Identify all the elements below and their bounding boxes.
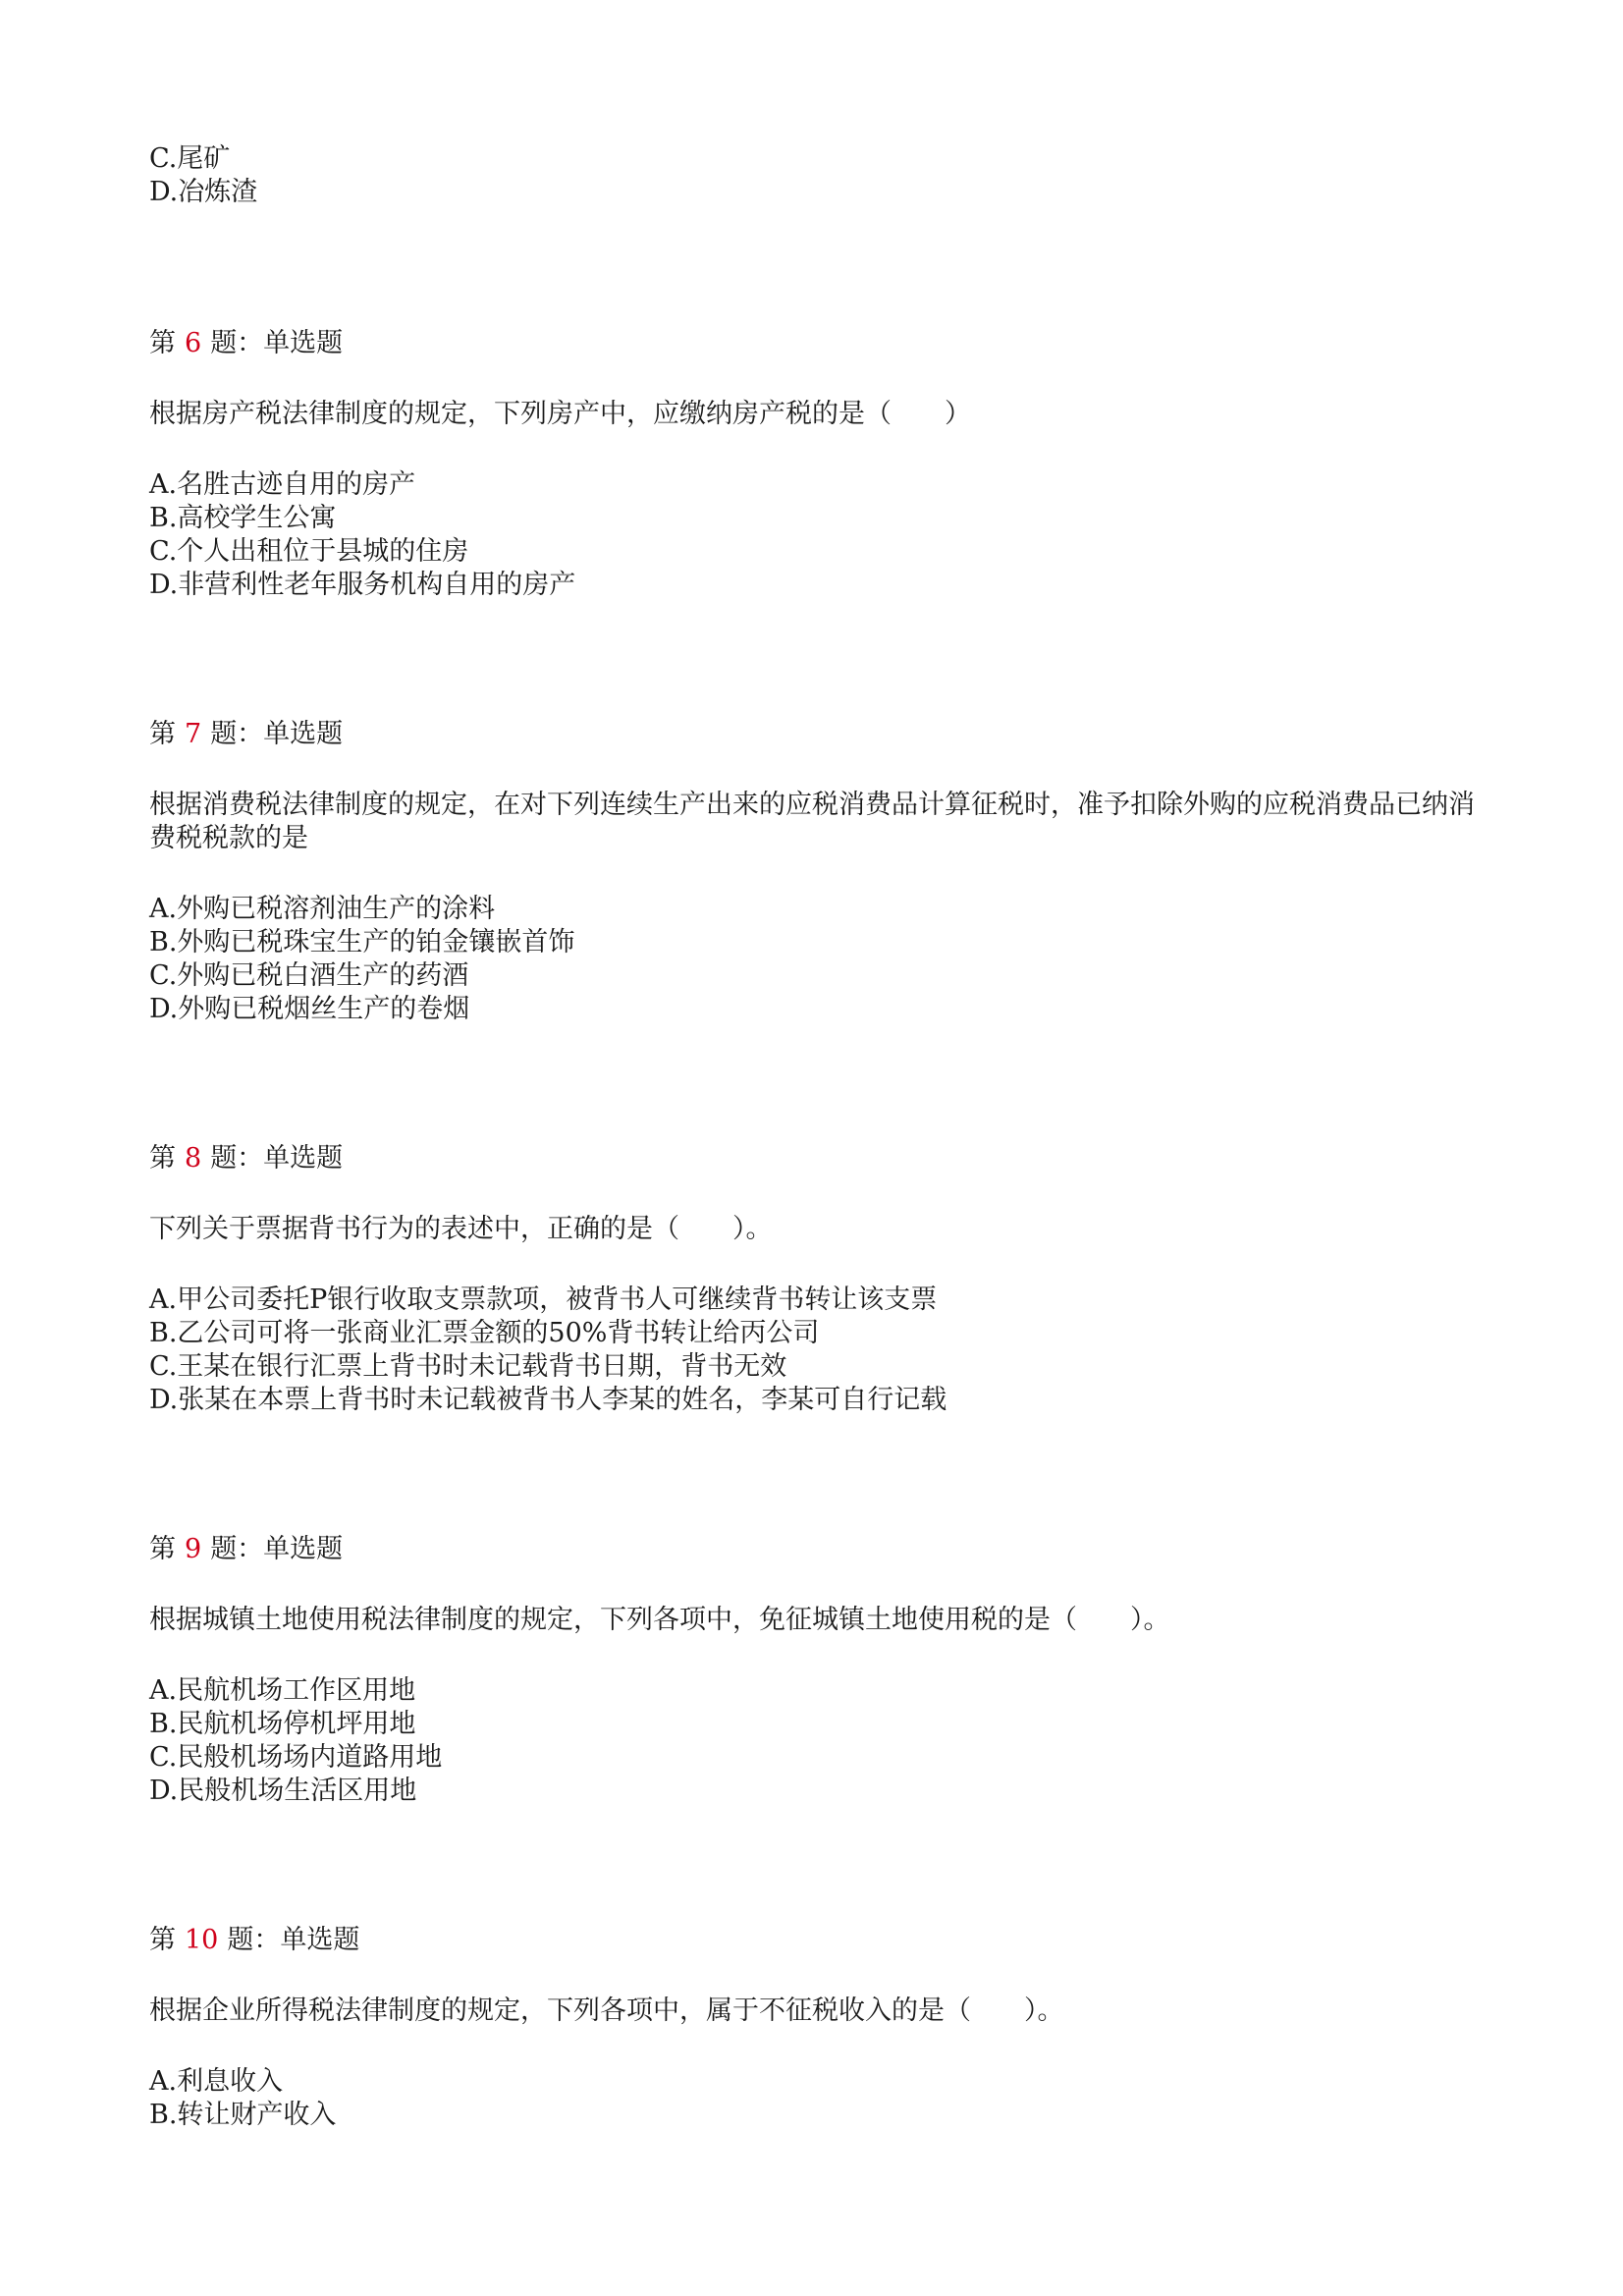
question-type: 题：单选题 xyxy=(210,1143,344,1174)
question-prefix: 第 xyxy=(149,1534,176,1564)
question-number: 7 xyxy=(185,719,202,749)
question-number: 8 xyxy=(185,1143,202,1174)
option-a: A.甲公司委托P银行收取支票款项，被背书人可继续背书转让该支票 xyxy=(149,1285,938,1315)
question-stem: 根据房产税法律制度的规定，下列房产中，应缴纳房产税的是（ ） xyxy=(149,399,971,429)
question-options xyxy=(149,1284,1485,1417)
question-options xyxy=(149,468,1485,602)
question-stem: 根据企业所得税法律制度的规定，下列各项中，属于不征税收入的是（ ）。 xyxy=(149,1995,1064,2026)
option-b: B.高校学生公寓 xyxy=(149,503,337,533)
document-page xyxy=(149,142,1504,2130)
option-d: D.民般机场生活区用地 xyxy=(149,1776,417,1806)
option-b: B.民航机场停机坪用地 xyxy=(149,1709,416,1739)
question-header xyxy=(149,1142,1485,1175)
option-b: B.乙公司可将一张商业汇票金额的50%背书转让给丙公司 xyxy=(149,1318,820,1348)
question-options xyxy=(149,893,1485,1026)
question-9 xyxy=(149,1533,1485,1808)
option-d: D.非营利性老年服务机构自用的房产 xyxy=(149,570,576,600)
question-header xyxy=(149,1924,1485,1957)
question-header xyxy=(149,327,1485,360)
option-b: B.外购已税珠宝生产的铂金镶嵌首饰 xyxy=(149,927,575,957)
question-header xyxy=(149,1533,1485,1566)
option-d: D.张某在本票上背书时未记载被背书人李某的姓名，李某可自行记载 xyxy=(149,1385,947,1415)
option-a: A.外购已税溶剂油生产的涂料 xyxy=(149,894,496,924)
option-c: C.王某在银行汇票上背书时未记载背书日期，背书无效 xyxy=(149,1351,787,1382)
question-type: 题：单选题 xyxy=(210,719,344,749)
question-10 xyxy=(149,1924,1485,2132)
option-c: C.个人出租位于县城的住房 xyxy=(149,536,469,567)
option-a: A.利息收入 xyxy=(149,2066,284,2097)
question-prefix: 第 xyxy=(149,1925,176,1955)
option-b: B.转让财产收入 xyxy=(149,2100,337,2130)
question-number: 6 xyxy=(185,328,202,358)
question-7 xyxy=(149,718,1485,1026)
question-header xyxy=(149,718,1485,751)
option-c: C.外购已税白酒生产的药酒 xyxy=(149,960,469,991)
question-type: 题：单选题 xyxy=(210,1534,344,1564)
question-options xyxy=(149,2065,1485,2132)
question-stem: 根据消费税法律制度的规定，在对下列连续生产出来的应税消费品计算征税时，准予扣除外购的应税消费品已纳消费税税款的是 xyxy=(149,790,1475,853)
question-type: 题：单选题 xyxy=(227,1925,360,1955)
question-type: 题：单选题 xyxy=(210,328,344,358)
question-stem: 根据城镇土地使用税法律制度的规定，下列各项中，免征城镇土地使用税的是（ ）。 xyxy=(149,1605,1170,1635)
question-prefix: 第 xyxy=(149,328,176,358)
question-number: 9 xyxy=(185,1534,202,1564)
option-a: A.名胜古迹自用的房产 xyxy=(149,469,416,500)
option-a: A.民航机场工作区用地 xyxy=(149,1675,416,1706)
question-number: 10 xyxy=(185,1925,219,1955)
option-c: C.民般机场场内道路用地 xyxy=(149,1742,443,1773)
option-d: D.外购已税烟丝生产的卷烟 xyxy=(149,994,470,1024)
question-stem: 下列关于票据背书行为的表述中，正确的是（ ）。 xyxy=(149,1214,773,1244)
previous-question-options xyxy=(149,142,1504,209)
question-prefix: 第 xyxy=(149,719,176,749)
option: D.冶炼渣 xyxy=(149,177,258,207)
question-8 xyxy=(149,1142,1485,1417)
question-prefix: 第 xyxy=(149,1143,176,1174)
question-options xyxy=(149,1674,1485,1808)
option: C.尾矿 xyxy=(149,143,231,174)
question-6 xyxy=(149,327,1485,602)
